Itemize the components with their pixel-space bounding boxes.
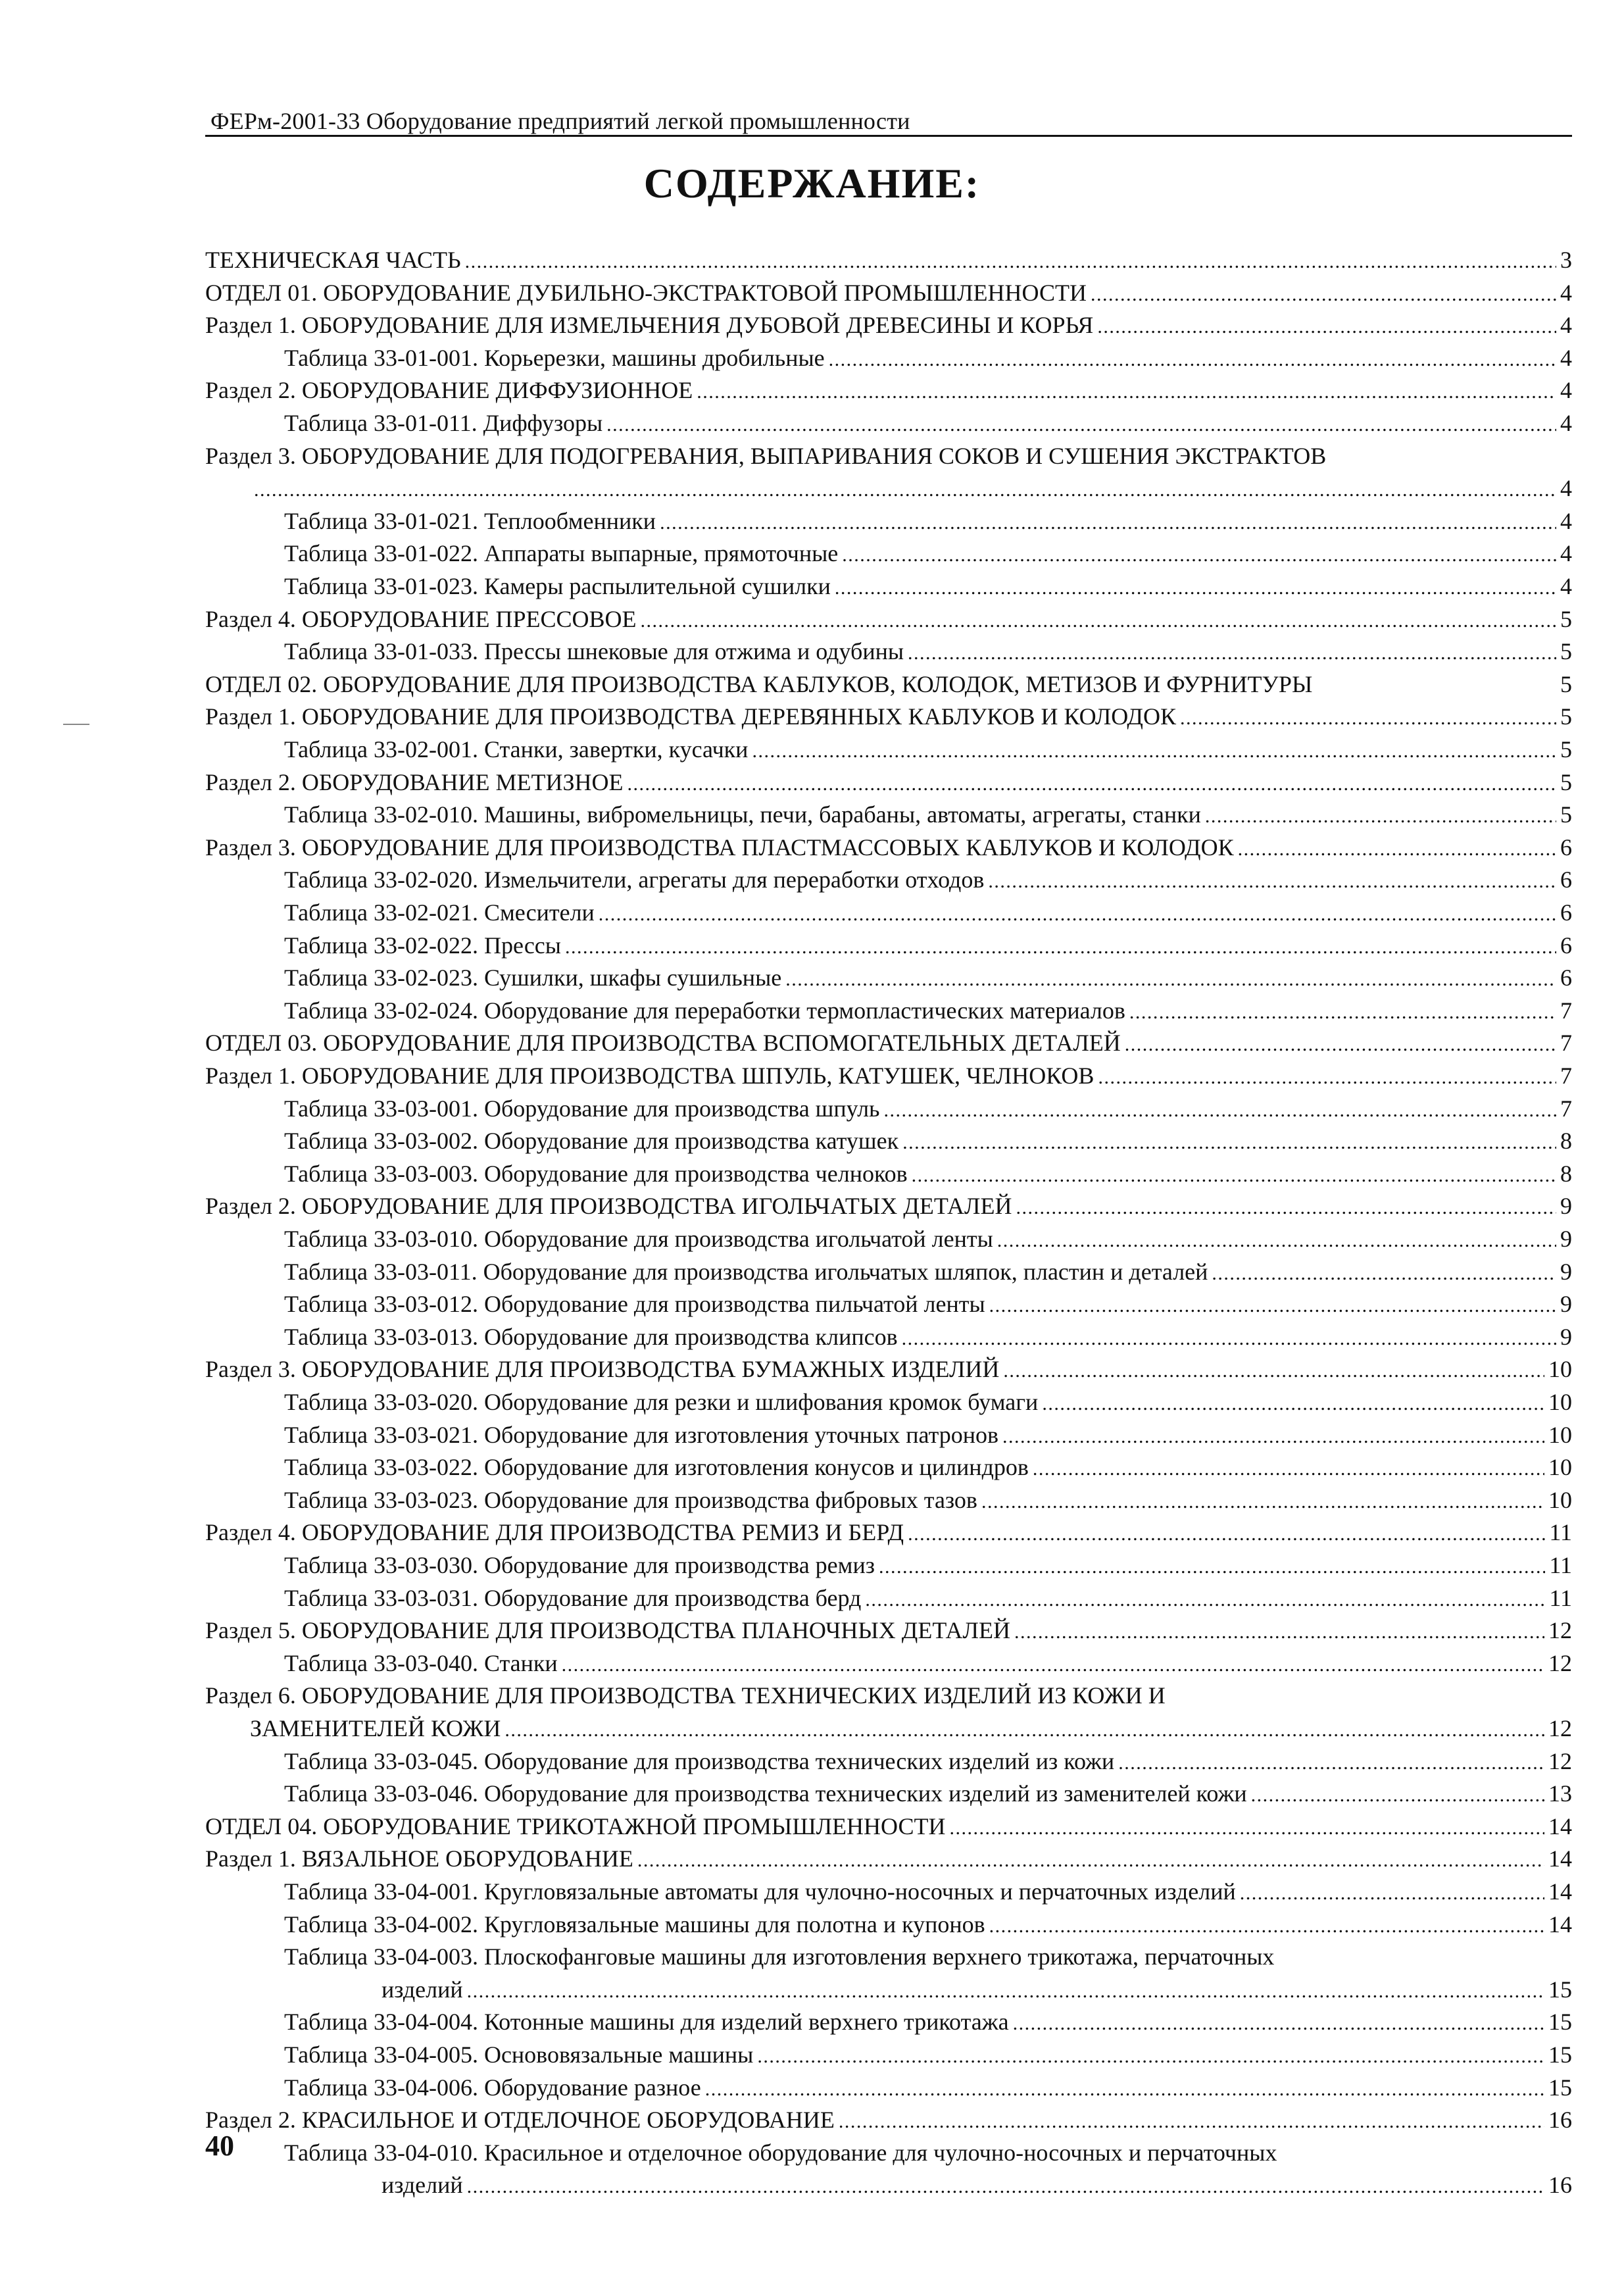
toc-entry-title: Раздел 2. КРАСИЛЬНОЕ И ОТДЕЛОЧНОЕ ОБОРУДОВАНИЕ: [205, 2107, 835, 2133]
toc-entry-title: Таблица 33-03-001. Оборудование для производства шпуль: [284, 1095, 880, 1122]
toc-entry: [205, 377, 1572, 405]
dot-leader: [1180, 705, 1556, 732]
toc-entry: [205, 606, 1572, 634]
toc-entry: [205, 312, 1572, 340]
toc-entry-page: 6: [1560, 932, 1572, 959]
dot-leader: [1240, 1880, 1544, 1907]
toc-entry-title: Таблица 33-01-022. Аппараты выпарные, прямоточные: [284, 540, 839, 566]
dot-leader: [1002, 1424, 1544, 1450]
toc-entry-title: изделий: [381, 2172, 463, 2198]
dot-leader: [641, 608, 1556, 634]
dot-leader: [997, 1228, 1556, 1254]
toc-entry-page: 16: [1548, 2172, 1572, 2198]
toc-entry-page: 5: [1560, 638, 1572, 664]
toc-entry: [284, 2009, 1572, 2037]
toc-entry: [284, 1389, 1572, 1417]
toc-entry: [284, 1780, 1572, 1809]
dot-leader: [752, 738, 1556, 764]
dot-leader: [1238, 836, 1556, 863]
toc-entry-page: 6: [1560, 834, 1572, 861]
toc-entry-title: Таблица 33-03-012. Оборудование для производства пильчатой ленты: [284, 1291, 985, 1317]
toc-entry: [284, 2074, 1572, 2103]
toc-entry-title: Таблица 33-02-021. Смесители: [284, 899, 595, 926]
toc-entry-title: Раздел 1. ВЯЗАЛЬНОЕ ОБОРУДОВАНИЕ: [205, 1845, 633, 1872]
dot-leader: [467, 2174, 1544, 2200]
page-title: СОДЕРЖАНИЕ:: [643, 160, 981, 207]
toc-entry: [205, 443, 1326, 469]
toc-entry: [205, 1193, 1572, 1221]
toc-entry: [205, 1030, 1572, 1058]
dot-leader: [705, 2076, 1544, 2103]
dot-leader: [1033, 1456, 1544, 1482]
toc-entry: [284, 1095, 1572, 1124]
dot-leader: [902, 1326, 1556, 1352]
toc-entry-page: 12: [1548, 1715, 1572, 1741]
toc-entry-page: 15: [1548, 2041, 1572, 2068]
toc-entry: [205, 834, 1572, 863]
toc-entry: [284, 540, 1572, 568]
toc-entry-page: 9: [1560, 1226, 1572, 1252]
dot-leader: [902, 1130, 1556, 1156]
toc-entry: [284, 1585, 1572, 1613]
toc-entry: [284, 2139, 1277, 2166]
toc-entry-title: Таблица 33-03-013. Оборудование для производства клипсов: [284, 1324, 898, 1350]
toc-entry-page: 10: [1548, 1487, 1572, 1513]
dot-leader: [467, 1978, 1544, 2005]
toc-entry-page: 14: [1548, 1911, 1572, 1938]
toc-entry: [250, 1715, 1572, 1743]
dot-leader: [908, 640, 1556, 666]
toc-entry-page: 4: [1560, 410, 1572, 436]
toc-entry-title: ОТДЕЛ 03. ОБОРУДОВАНИЕ ДЛЯ ПРОИЗВОДСТВА ВСПОМОГАТЕЛЬНЫХ ДЕТАЛЕЙ: [205, 1030, 1121, 1056]
toc-entry-title: Раздел 2. ОБОРУДОВАНИЕ ДЛЯ ПРОИЗВОДСТВА ИГОЛЬЧАТЫХ ДЕТАЛЕЙ: [205, 1193, 1012, 1219]
toc-entry: [205, 1845, 1572, 1874]
toc-entry: [205, 1519, 1572, 1547]
toc-entry-page: 15: [1548, 1976, 1572, 2003]
toc-entry-page: 7: [1560, 1063, 1572, 1089]
toc-entry-page: 4: [1560, 280, 1572, 306]
toc-entry-title: изделий: [381, 1976, 463, 2003]
dot-leader: [1205, 803, 1556, 830]
toc-entry-title: Таблица 33-03-045. Оборудование для производства технических изделий из кожи: [284, 1748, 1115, 1774]
toc-entry-page: 5: [1560, 703, 1572, 730]
toc-entry-title: ТЕХНИЧЕСКАЯ ЧАСТЬ: [205, 247, 461, 273]
toc-entry-title: ОТДЕЛ 04. ОБОРУДОВАНИЕ ТРИКОТАЖНОЙ ПРОМЫШЛЕННОСТИ: [205, 1813, 946, 1839]
dot-leader: [829, 347, 1556, 373]
toc-entry-title: Таблица 33-03-020. Оборудование для резки и шлифования кромок бумаги: [284, 1389, 1039, 1415]
dot-leader: [1003, 1358, 1544, 1384]
toc-entry-page: 6: [1560, 866, 1572, 893]
dot-leader: [908, 1521, 1545, 1547]
dot-leader: [785, 966, 1556, 993]
toc-entry-title: Таблица 33-02-010. Машины, вибромельницы, печи, барабаны, автоматы, агрегаты, станки: [284, 801, 1201, 828]
toc-entry-page: 9: [1560, 1291, 1572, 1317]
toc-entry: [381, 2172, 1572, 2200]
toc-entry-page: 14: [1548, 1878, 1572, 1905]
toc-entry-page: 15: [1548, 2074, 1572, 2101]
dot-leader: [606, 412, 1556, 438]
dot-leader: [1097, 314, 1556, 340]
toc-entry: [284, 801, 1572, 830]
dot-leader: [865, 1587, 1545, 1613]
dot-leader: [465, 249, 1556, 275]
dot-leader: [1118, 1750, 1544, 1776]
dot-leader: [757, 2043, 1544, 2070]
toc-entry: [284, 1650, 1572, 1678]
toc-entry-page: 16: [1548, 2107, 1572, 2133]
toc-entry-title: Раздел 6. ОБОРУДОВАНИЕ ДЛЯ ПРОИЗВОДСТВА ТЕХНИЧЕСКИХ ИЗДЕЛИЙ ИЗ КОЖИ И: [205, 1682, 1166, 1709]
dot-leader: [989, 1913, 1544, 1939]
toc-entry: [205, 2107, 1572, 2135]
dot-leader: [879, 1554, 1545, 1580]
toc-entry-page: 9: [1560, 1193, 1572, 1219]
toc-entry-title: Таблица 33-01-023. Камеры распылительной сушилки: [284, 573, 831, 599]
toc-entry: [284, 2041, 1572, 2070]
toc-entry-title: Таблица 33-02-022. Прессы: [284, 932, 561, 959]
toc-entry: [284, 1161, 1572, 1189]
dot-leader: [599, 901, 1556, 928]
dot-leader: [981, 1489, 1544, 1515]
toc-entry-title: Раздел 2. ОБОРУДОВАНИЕ ДИФФУЗИОННОЕ: [205, 377, 693, 403]
dot-leader: [697, 379, 1556, 405]
toc-entry: [205, 247, 1572, 275]
toc-entry-title: Таблица 33-04-006. Оборудование разное: [284, 2074, 701, 2101]
toc-entry-page: 5: [1560, 736, 1572, 763]
dot-leader: [949, 1815, 1544, 1841]
toc-entry-page: 4: [1560, 573, 1572, 599]
toc-entry-page: 9: [1560, 1259, 1572, 1285]
toc-entry: [284, 736, 1572, 764]
toc-entry-title: Таблица 33-03-002. Оборудование для производства катушек: [284, 1128, 899, 1154]
toc-entry: [284, 964, 1572, 993]
toc-entry: [205, 769, 1572, 797]
toc-entry: [284, 573, 1572, 601]
toc-entry: [284, 508, 1572, 536]
toc-entry-page: 4: [1560, 312, 1572, 338]
toc-entry: [250, 475, 1572, 503]
toc-entry-page: 11: [1549, 1519, 1572, 1545]
toc-entry-page: 15: [1548, 2009, 1572, 2035]
toc-entry: [205, 1617, 1572, 1645]
dot-leader: [988, 868, 1556, 895]
toc-entry-page: 4: [1560, 508, 1572, 534]
toc-entry-page: 4: [1560, 540, 1572, 566]
toc-entry-title: Таблица 33-03-031. Оборудование для производства берд: [284, 1585, 862, 1611]
toc-entry-title: Таблица 33-03-030. Оборудование для производства ремиз: [284, 1552, 875, 1578]
toc-entry-title: Таблица 33-03-040. Станки: [284, 1650, 558, 1676]
toc-entry: [284, 1552, 1572, 1580]
toc-entry-title: Раздел 1. ОБОРУДОВАНИЕ ДЛЯ ИЗМЕЛЬЧЕНИЯ ДУБОВОЙ ДРЕВЕСИНЫ И КОРЬЯ: [205, 312, 1094, 338]
toc-entry: [284, 1291, 1572, 1319]
toc-entry: [284, 1259, 1572, 1287]
toc-entry-title: Таблица 33-03-046. Оборудование для производства технических изделий из заменителей кожи: [284, 1780, 1247, 1807]
toc-entry-title: Раздел 5. ОБОРУДОВАНИЕ ДЛЯ ПРОИЗВОДСТВА ПЛАНОЧНЫХ ДЕТАЛЕЙ: [205, 1617, 1010, 1643]
toc-entry-page: 5: [1560, 671, 1572, 697]
toc-entry: [205, 703, 1572, 732]
toc-entry-page: 10: [1548, 1389, 1572, 1415]
toc-entry-title: Таблица 33-04-004. Котонные машины для изделий верхнего трикотажа: [284, 2009, 1009, 2035]
toc-entry-title: Таблица 33-01-033. Прессы шнековые для отжима и одубины: [284, 638, 904, 664]
dot-leader: [1013, 2011, 1544, 2037]
toc-entry-page: 5: [1560, 801, 1572, 828]
toc-entry: [284, 932, 1572, 961]
page-number: 40: [205, 2130, 234, 2162]
toc-entry-title: Таблица 33-04-005. Основовязальные машины: [284, 2041, 754, 2068]
dot-leader: [1125, 1032, 1556, 1058]
toc-entry-page: 8: [1560, 1161, 1572, 1187]
toc-entry-page: 4: [1560, 345, 1572, 371]
dot-leader: [1098, 1064, 1556, 1091]
toc-entry-title: Таблица 33-02-024. Оборудование для переработки термопластических материалов: [284, 997, 1125, 1024]
dot-leader: [660, 510, 1556, 536]
toc-entry-title: Раздел 3. ОБОРУДОВАНИЕ ДЛЯ ПОДОГРЕВАНИЯ, ВЫПАРИВАНИЯ СОКОВ И СУШЕНИЯ ЭКСТРАКТОВ: [205, 443, 1327, 469]
toc-entry-title: Таблица 33-01-001. Корьерезки, машины дробильные: [284, 345, 825, 371]
dot-leader: [842, 542, 1556, 568]
toc-entry: [381, 1976, 1572, 2005]
toc-entry-page: 5: [1560, 769, 1572, 795]
toc-entry-title: ЗАМЕНИТЕЛЕЙ КОЖИ: [250, 1715, 501, 1741]
toc-entry: [284, 410, 1572, 438]
toc-entry: [284, 1878, 1572, 1907]
toc-entry-page: 14: [1548, 1813, 1572, 1839]
toc-entry: [284, 866, 1572, 895]
dot-leader: [1212, 1261, 1556, 1287]
toc-entry: [284, 997, 1572, 1026]
toc-entry-title: Таблица 33-02-023. Сушилки, шкафы сушильные: [284, 964, 782, 991]
toc-entry-title: Раздел 1. ОБОРУДОВАНИЕ ДЛЯ ПРОИЗВОДСТВА ДЕРЕВЯННЫХ КАБЛУКОВ И КОЛОДОК: [205, 703, 1176, 730]
toc-entry: [205, 1063, 1572, 1091]
toc-entry-title: Таблица 33-01-011. Диффузоры: [284, 410, 603, 436]
toc-entry: [284, 899, 1572, 928]
toc-entry-page: 14: [1548, 1845, 1572, 1872]
toc-entry-title: ОТДЕЛ 02. ОБОРУДОВАНИЕ ДЛЯ ПРОИЗВОДСТВА КАБЛУКОВ, КОЛОДОК, МЕТИЗОВ И ФУРНИТУРЫ: [205, 671, 1313, 697]
toc-entry-page: 7: [1560, 1030, 1572, 1056]
toc-entry-title: Раздел 4. ОБОРУДОВАНИЕ ПРЕССОВОЕ: [205, 606, 637, 632]
dot-leader: [637, 1847, 1544, 1874]
toc-entry: [284, 1487, 1572, 1515]
toc-entry-title: Таблица 33-02-001. Станки, завертки, кусачки: [284, 736, 749, 763]
toc-entry-page: 12: [1548, 1617, 1572, 1643]
toc-entry: [284, 1226, 1572, 1254]
dot-leader: [883, 1097, 1556, 1124]
toc-entry-page: 10: [1548, 1422, 1572, 1448]
toc-entry-title: ОТДЕЛ 01. ОБОРУДОВАНИЕ ДУБИЛЬНО-ЭКСТРАКТОВОЙ ПРОМЫШЛЕННОСТИ: [205, 280, 1087, 306]
toc-entry-page: 11: [1549, 1585, 1572, 1611]
toc-entry: [284, 1943, 1274, 1970]
toc-entry: [205, 1682, 1166, 1709]
toc-entry-title: Таблица 33-03-023. Оборудование для производства фибровых тазов: [284, 1487, 977, 1513]
toc-entry-title: Таблица 33-04-002. Кругловязальные машины для полотна и купонов: [284, 1911, 985, 1938]
toc-entry-page: 6: [1560, 964, 1572, 991]
dot-leader: [254, 477, 1556, 503]
dot-leader: [912, 1163, 1556, 1189]
toc-entry-title: Раздел 3. ОБОРУДОВАНИЕ ДЛЯ ПРОИЗВОДСТВА ПЛАСТМАССОВЫХ КАБЛУКОВ И КОЛОДОК: [205, 834, 1234, 861]
toc-entry: [284, 1422, 1572, 1450]
dot-leader: [504, 1717, 1544, 1743]
toc-entry-page: 9: [1560, 1324, 1572, 1350]
toc-entry-title: Таблица 33-03-003. Оборудование для производства челноков: [284, 1161, 908, 1187]
toc-entry-title: Раздел 2. ОБОРУДОВАНИЕ МЕТИЗНОЕ: [205, 769, 624, 795]
dot-leader: [839, 2109, 1544, 2135]
dot-leader: [565, 934, 1556, 961]
toc-entry: [284, 1911, 1572, 1939]
toc-entry-title: Таблица 33-03-021. Оборудование для изготовления уточных патронов: [284, 1422, 999, 1448]
toc-entry-page: 4: [1560, 475, 1572, 501]
dot-leader: [989, 1293, 1556, 1319]
toc-entry-title: Таблица 33-03-011. Оборудование для производства игольчатых шляпок, пластин и деталей: [284, 1259, 1208, 1285]
toc-entry-title: Раздел 3. ОБОРУДОВАНИЕ ДЛЯ ПРОИЗВОДСТВА БУМАЖНЫХ ИЗДЕЛИЙ: [205, 1356, 1000, 1382]
toc-entry-page: 8: [1560, 1128, 1572, 1154]
toc-entry-page: 7: [1560, 997, 1572, 1024]
dot-leader: [627, 771, 1556, 797]
toc-entry: [205, 1813, 1572, 1841]
toc-entry: [284, 345, 1572, 373]
toc-entry-page: 11: [1549, 1552, 1572, 1578]
dot-leader: [1016, 1195, 1556, 1221]
toc-entry-title: Раздел 4. ОБОРУДОВАНИЕ ДЛЯ ПРОИЗВОДСТВА РЕМИЗ И БЕРД: [205, 1519, 904, 1545]
toc-entry-page: 3: [1560, 247, 1572, 273]
toc-entry: [284, 1454, 1572, 1482]
dot-leader: [1129, 999, 1556, 1026]
toc-entry-title: Таблица 33-04-010. Красильное и отделочное оборудование для чулочно-носочных и перчаточных: [284, 2139, 1277, 2166]
toc-entry-page: 12: [1548, 1748, 1572, 1774]
toc-entry: [284, 638, 1572, 666]
dot-leader: [562, 1652, 1544, 1678]
toc-entry-title: Таблица 33-03-010. Оборудование для производства игольчатой ленты: [284, 1226, 993, 1252]
running-header: ФЕРм-2001-33 Оборудование предприятий легкой промышленности: [210, 108, 910, 134]
toc-entry-page: 4: [1560, 377, 1572, 403]
dot-leader: [1014, 1619, 1544, 1645]
toc-entry: [205, 1356, 1572, 1384]
toc-entry-title: Раздел 1. ОБОРУДОВАНИЕ ДЛЯ ПРОИЗВОДСТВА ШПУЛЬ, КАТУШЕК, ЧЕЛНОКОВ: [205, 1063, 1095, 1089]
toc-entry-title: Таблица 33-04-003. Плоскофанговые машины для изготовления верхнего трикотажа, перчаточных: [284, 1943, 1275, 1970]
toc-entry: [284, 1748, 1572, 1776]
toc-entry-page: 7: [1560, 1095, 1572, 1122]
dot-leader: [1042, 1391, 1544, 1417]
toc-entry-title: Таблица 33-03-022. Оборудование для изготовления конусов и цилиндров: [284, 1454, 1029, 1480]
toc-entry: [284, 1128, 1572, 1156]
toc-entry-page: 10: [1548, 1356, 1572, 1382]
toc-entry: [284, 1324, 1572, 1352]
toc-entry-title: Таблица 33-04-001. Кругловязальные автоматы для чулочно-носочных и перчаточных изделий: [284, 1878, 1236, 1905]
toc-entry-page: 5: [1560, 606, 1572, 632]
toc-entry-page: 12: [1548, 1650, 1572, 1676]
toc-entry-page: 10: [1548, 1454, 1572, 1480]
toc-entry: [205, 671, 1572, 697]
dot-leader: [1091, 282, 1556, 308]
toc-entry-title: Таблица 33-02-020. Измельчители, агрегаты для переработки отходов: [284, 866, 985, 893]
toc-entry-title: Таблица 33-01-021. Теплообменники: [284, 508, 656, 534]
toc-entry-page: 6: [1560, 899, 1572, 926]
toc-entry-page: 13: [1548, 1780, 1572, 1807]
dot-leader: [835, 575, 1556, 601]
toc-entry: [205, 280, 1572, 308]
dot-leader: [1251, 1782, 1544, 1809]
